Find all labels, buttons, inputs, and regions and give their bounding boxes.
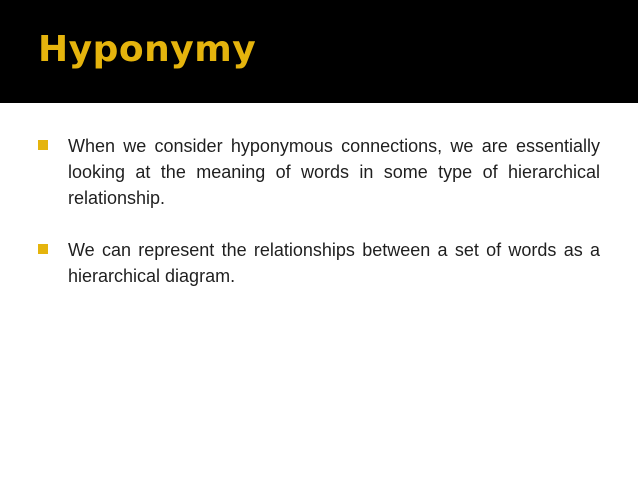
bullet-item	[38, 237, 600, 289]
bullet-item	[38, 133, 600, 211]
bullet-text: When we consider hyponymous connections, we are essentially looking at the meaning of words in some type of hierarchical relationship.	[68, 136, 600, 208]
bullet-text: We can represent the relationships between a set of words as a hierarchical diagram.	[68, 240, 600, 286]
slide-title: Hyponymy	[38, 29, 257, 70]
title-bar	[0, 0, 638, 103]
square-bullet-icon	[38, 140, 48, 150]
slide-content	[38, 133, 600, 315]
square-bullet-icon	[38, 244, 48, 254]
